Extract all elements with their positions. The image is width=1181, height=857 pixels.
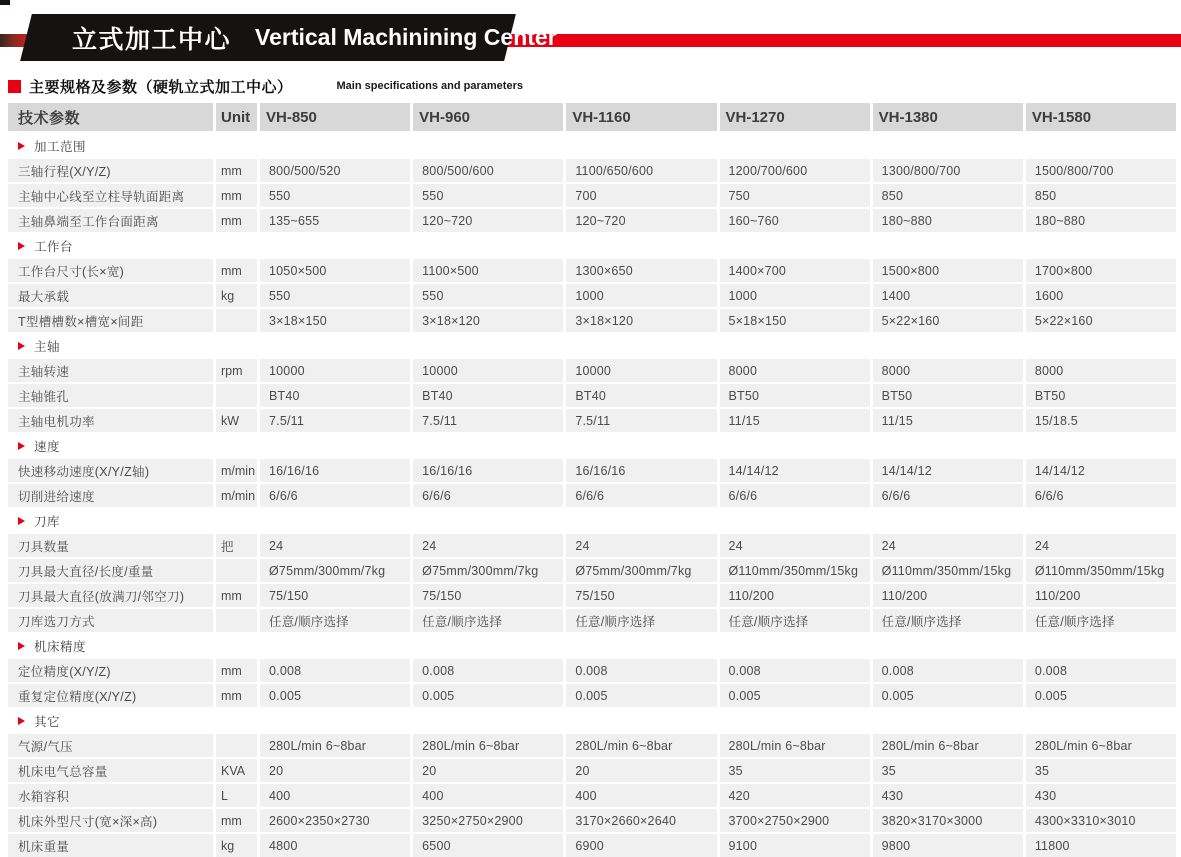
param-value: 6/6/6 xyxy=(413,484,563,507)
param-value: 7.5/11 xyxy=(260,409,410,432)
param-value: 3700×2750×2900 xyxy=(720,809,870,832)
table-header-row xyxy=(8,103,1176,131)
table-row xyxy=(8,409,1176,432)
section-title: 机床精度 xyxy=(34,639,87,654)
table-row xyxy=(8,809,1176,832)
param-value: 110/200 xyxy=(720,584,870,607)
param-value: 120~720 xyxy=(566,209,716,232)
param-value: 0.005 xyxy=(413,684,563,707)
param-unit xyxy=(216,734,257,757)
header-model: VH-850 xyxy=(260,103,410,131)
param-value: 75/150 xyxy=(260,584,410,607)
param-value: 3250×2750×2900 xyxy=(413,809,563,832)
param-value: 110/200 xyxy=(1026,584,1176,607)
table-row xyxy=(8,384,1176,407)
param-value: 10000 xyxy=(260,359,410,382)
param-label: 最大承载 xyxy=(8,284,213,307)
param-value: 1100×500 xyxy=(413,259,563,282)
param-value: 0.008 xyxy=(413,659,563,682)
param-label: 机床重量 xyxy=(8,834,213,857)
param-value: 110/200 xyxy=(873,584,1023,607)
param-unit: kW xyxy=(216,409,257,432)
section-row xyxy=(8,709,1176,732)
param-value: 6/6/6 xyxy=(1026,484,1176,507)
param-value: 16/16/16 xyxy=(566,459,716,482)
param-value: 0.008 xyxy=(566,659,716,682)
param-value: 10000 xyxy=(413,359,563,382)
section-subtitle xyxy=(8,76,1181,96)
table-row xyxy=(8,684,1176,707)
param-value: 280L/min 6~8bar xyxy=(1026,734,1176,757)
table-row xyxy=(8,459,1176,482)
param-value: 任意/顺序选择 xyxy=(413,609,563,632)
param-value: 任意/顺序选择 xyxy=(566,609,716,632)
spec-table xyxy=(8,103,1176,857)
param-unit: mm xyxy=(216,659,257,682)
header-model: VH-1580 xyxy=(1026,103,1176,131)
param-value: 400 xyxy=(260,784,410,807)
param-value: 6500 xyxy=(413,834,563,857)
banner-title-en: Vertical Machinining Center xyxy=(255,24,557,50)
param-value: 3820×3170×3000 xyxy=(873,809,1023,832)
param-value: 3×18×150 xyxy=(260,309,410,332)
param-value: 0.008 xyxy=(873,659,1023,682)
param-value: 850 xyxy=(1026,184,1176,207)
param-label: 刀具最大直径(放满刀/邻空刀) xyxy=(8,584,213,607)
param-label: 重复定位精度(X/Y/Z) xyxy=(8,684,213,707)
section-title: 加工范围 xyxy=(34,139,87,154)
param-unit: mm xyxy=(216,259,257,282)
param-value: 180~880 xyxy=(1026,209,1176,232)
table-row xyxy=(8,584,1176,607)
section-title: 主轴 xyxy=(34,339,61,354)
table-row xyxy=(8,659,1176,682)
param-label: 水箱容积 xyxy=(8,784,213,807)
table-row xyxy=(8,484,1176,507)
subtitle-en: Main specifications and parameters xyxy=(336,80,523,92)
param-value: Ø75mm/300mm/7kg xyxy=(566,559,716,582)
section-row xyxy=(8,509,1176,532)
spec-table-body xyxy=(8,134,1176,857)
param-value: 6/6/6 xyxy=(566,484,716,507)
param-value: 0.005 xyxy=(873,684,1023,707)
param-unit xyxy=(216,384,257,407)
param-value: 800/500/520 xyxy=(260,159,410,182)
param-value: 1300/800/700 xyxy=(873,159,1023,182)
param-value: 1600 xyxy=(1026,284,1176,307)
table-row xyxy=(8,209,1176,232)
triangle-icon xyxy=(18,642,25,650)
param-value: 800/500/600 xyxy=(413,159,563,182)
param-unit: mm xyxy=(216,184,257,207)
param-value: 任意/顺序选择 xyxy=(1026,609,1176,632)
table-row xyxy=(8,259,1176,282)
section-row xyxy=(8,234,1176,257)
param-value: 550 xyxy=(413,284,563,307)
header-model: VH-1270 xyxy=(720,103,870,131)
param-value: BT40 xyxy=(566,384,716,407)
table-row xyxy=(8,759,1176,782)
param-value: 24 xyxy=(413,534,563,557)
param-value: 任意/顺序选择 xyxy=(873,609,1023,632)
header-param: 技术参数 xyxy=(8,103,213,131)
banner-title xyxy=(26,14,557,61)
param-label: 刀库选刀方式 xyxy=(8,609,213,632)
param-label: 刀具最大直径/长度/重量 xyxy=(8,559,213,582)
param-value: 14/14/12 xyxy=(1026,459,1176,482)
table-row xyxy=(8,559,1176,582)
param-value: 550 xyxy=(260,184,410,207)
param-label: 三轴行程(X/Y/Z) xyxy=(8,159,213,182)
param-value: 24 xyxy=(260,534,410,557)
param-value: 24 xyxy=(1026,534,1176,557)
table-row xyxy=(8,834,1176,857)
header-unit: Unit xyxy=(216,103,257,131)
table-row xyxy=(8,534,1176,557)
red-square-icon xyxy=(8,80,21,93)
param-unit: kg xyxy=(216,284,257,307)
param-value: 1500×800 xyxy=(873,259,1023,282)
banner-title-zh: 立式加工中心 xyxy=(72,25,232,54)
param-value: 14/14/12 xyxy=(720,459,870,482)
param-label: 定位精度(X/Y/Z) xyxy=(8,659,213,682)
table-row xyxy=(8,159,1176,182)
param-value: 180~880 xyxy=(873,209,1023,232)
param-value: 24 xyxy=(873,534,1023,557)
triangle-icon xyxy=(18,717,25,725)
page-banner xyxy=(0,0,1181,70)
param-unit: rpm xyxy=(216,359,257,382)
table-row xyxy=(8,609,1176,632)
param-value: 0.005 xyxy=(260,684,410,707)
param-value: 7.5/11 xyxy=(413,409,563,432)
param-value: 6/6/6 xyxy=(873,484,1023,507)
header-model: VH-960 xyxy=(413,103,563,131)
param-value: 6/6/6 xyxy=(260,484,410,507)
param-value: 1000 xyxy=(566,284,716,307)
param-value: 550 xyxy=(413,184,563,207)
param-value: 6900 xyxy=(566,834,716,857)
corner-mark xyxy=(0,0,10,5)
param-unit: kg xyxy=(216,834,257,857)
section-row xyxy=(8,334,1176,357)
param-value: 16/16/16 xyxy=(413,459,563,482)
param-label: 主轴转速 xyxy=(8,359,213,382)
param-value: 750 xyxy=(720,184,870,207)
param-value: Ø110mm/350mm/15kg xyxy=(720,559,870,582)
param-value: 11/15 xyxy=(720,409,870,432)
param-value: 550 xyxy=(260,284,410,307)
param-value: 1400 xyxy=(873,284,1023,307)
section-title: 工作台 xyxy=(34,239,74,254)
param-value: 160~760 xyxy=(720,209,870,232)
param-value: BT50 xyxy=(720,384,870,407)
table-row xyxy=(8,734,1176,757)
triangle-icon xyxy=(18,242,25,250)
param-unit: m/min xyxy=(216,459,257,482)
param-value: 3170×2660×2640 xyxy=(566,809,716,832)
param-value: 280L/min 6~8bar xyxy=(566,734,716,757)
section-row xyxy=(8,634,1176,657)
param-value: 35 xyxy=(720,759,870,782)
param-value: 5×18×150 xyxy=(720,309,870,332)
section-title: 其它 xyxy=(34,714,61,729)
param-value: 14/14/12 xyxy=(873,459,1023,482)
param-label: 机床外型尺寸(宽×深×高) xyxy=(8,809,213,832)
param-value: 1700×800 xyxy=(1026,259,1176,282)
param-label: T型槽槽数×槽宽×间距 xyxy=(8,309,213,332)
param-value: 3×18×120 xyxy=(566,309,716,332)
param-value: 11/15 xyxy=(873,409,1023,432)
param-unit: mm xyxy=(216,809,257,832)
param-value: 120~720 xyxy=(413,209,563,232)
param-value: 15/18.5 xyxy=(1026,409,1176,432)
param-value: 24 xyxy=(720,534,870,557)
param-label: 工作台尺寸(长×宽) xyxy=(8,259,213,282)
param-value: 400 xyxy=(566,784,716,807)
table-row xyxy=(8,359,1176,382)
param-value: 700 xyxy=(566,184,716,207)
param-unit: KVA xyxy=(216,759,257,782)
param-label: 刀具数量 xyxy=(8,534,213,557)
param-unit xyxy=(216,609,257,632)
param-label: 快速移动速度(X/Y/Z轴) xyxy=(8,459,213,482)
param-unit: 把 xyxy=(216,534,257,557)
param-value: 11800 xyxy=(1026,834,1176,857)
param-value: 850 xyxy=(873,184,1023,207)
param-value: 430 xyxy=(1026,784,1176,807)
param-value: 8000 xyxy=(1026,359,1176,382)
table-row xyxy=(8,784,1176,807)
param-value: 20 xyxy=(413,759,563,782)
param-unit: L xyxy=(216,784,257,807)
param-value: 280L/min 6~8bar xyxy=(260,734,410,757)
param-unit: mm xyxy=(216,159,257,182)
param-label: 切削进给速度 xyxy=(8,484,213,507)
param-value: 280L/min 6~8bar xyxy=(720,734,870,757)
param-value: BT40 xyxy=(260,384,410,407)
param-value: BT50 xyxy=(873,384,1023,407)
param-label: 气源/气压 xyxy=(8,734,213,757)
param-value: 10000 xyxy=(566,359,716,382)
param-value: 1100/650/600 xyxy=(566,159,716,182)
param-value: 1050×500 xyxy=(260,259,410,282)
param-value: 5×22×160 xyxy=(1026,309,1176,332)
param-value: 280L/min 6~8bar xyxy=(873,734,1023,757)
param-label: 主轴锥孔 xyxy=(8,384,213,407)
param-value: 7.5/11 xyxy=(566,409,716,432)
triangle-icon xyxy=(18,342,25,350)
triangle-icon xyxy=(18,517,25,525)
param-value: 75/150 xyxy=(413,584,563,607)
param-value: 1400×700 xyxy=(720,259,870,282)
param-value: 1000 xyxy=(720,284,870,307)
param-value: 135~655 xyxy=(260,209,410,232)
header-model: VH-1380 xyxy=(873,103,1023,131)
param-value: 5×22×160 xyxy=(873,309,1023,332)
param-value: 8000 xyxy=(873,359,1023,382)
param-unit: m/min xyxy=(216,484,257,507)
param-value: BT50 xyxy=(1026,384,1176,407)
section-title: 速度 xyxy=(34,439,61,454)
header-model: VH-1160 xyxy=(566,103,716,131)
param-value: 35 xyxy=(1026,759,1176,782)
param-value: 1300×650 xyxy=(566,259,716,282)
triangle-icon xyxy=(18,142,25,150)
param-value: 6/6/6 xyxy=(720,484,870,507)
param-value: 1200/700/600 xyxy=(720,159,870,182)
param-label: 主轴鼻端至工作台面距离 xyxy=(8,209,213,232)
param-unit: mm xyxy=(216,684,257,707)
param-value: 0.008 xyxy=(720,659,870,682)
param-value: 0.005 xyxy=(720,684,870,707)
param-value: 0.008 xyxy=(1026,659,1176,682)
param-value: Ø110mm/350mm/15kg xyxy=(1026,559,1176,582)
param-value: Ø75mm/300mm/7kg xyxy=(413,559,563,582)
param-value: 3×18×120 xyxy=(413,309,563,332)
param-value: 9100 xyxy=(720,834,870,857)
param-value: 16/16/16 xyxy=(260,459,410,482)
param-value: 24 xyxy=(566,534,716,557)
param-value: 280L/min 6~8bar xyxy=(413,734,563,757)
param-value: Ø75mm/300mm/7kg xyxy=(260,559,410,582)
param-unit: mm xyxy=(216,584,257,607)
param-value: 35 xyxy=(873,759,1023,782)
param-value: 430 xyxy=(873,784,1023,807)
param-value: Ø110mm/350mm/15kg xyxy=(873,559,1023,582)
param-value: 420 xyxy=(720,784,870,807)
section-title: 刀库 xyxy=(34,514,61,529)
param-value: 8000 xyxy=(720,359,870,382)
param-value: 75/150 xyxy=(566,584,716,607)
param-value: BT40 xyxy=(413,384,563,407)
param-value: 20 xyxy=(566,759,716,782)
table-row xyxy=(8,309,1176,332)
param-label: 主轴电机功率 xyxy=(8,409,213,432)
param-unit: mm xyxy=(216,209,257,232)
param-value: 20 xyxy=(260,759,410,782)
param-value: 任意/顺序选择 xyxy=(260,609,410,632)
triangle-icon xyxy=(18,442,25,450)
param-value: 4800 xyxy=(260,834,410,857)
param-value: 9800 xyxy=(873,834,1023,857)
section-row xyxy=(8,134,1176,157)
param-value: 0.005 xyxy=(566,684,716,707)
param-label: 主轴中心线至立柱导轨面距离 xyxy=(8,184,213,207)
param-unit xyxy=(216,559,257,582)
param-value: 4300×3310×3010 xyxy=(1026,809,1176,832)
param-value: 0.005 xyxy=(1026,684,1176,707)
section-row xyxy=(8,434,1176,457)
param-label: 机床电气总容量 xyxy=(8,759,213,782)
table-row xyxy=(8,184,1176,207)
table-row xyxy=(8,284,1176,307)
param-value: 400 xyxy=(413,784,563,807)
param-unit xyxy=(216,309,257,332)
param-value: 1500/800/700 xyxy=(1026,159,1176,182)
param-value: 任意/顺序选择 xyxy=(720,609,870,632)
param-value: 2600×2350×2730 xyxy=(260,809,410,832)
param-value: 0.008 xyxy=(260,659,410,682)
subtitle-zh: 主要规格及参数（硬轨立式加工中心） xyxy=(29,78,293,96)
